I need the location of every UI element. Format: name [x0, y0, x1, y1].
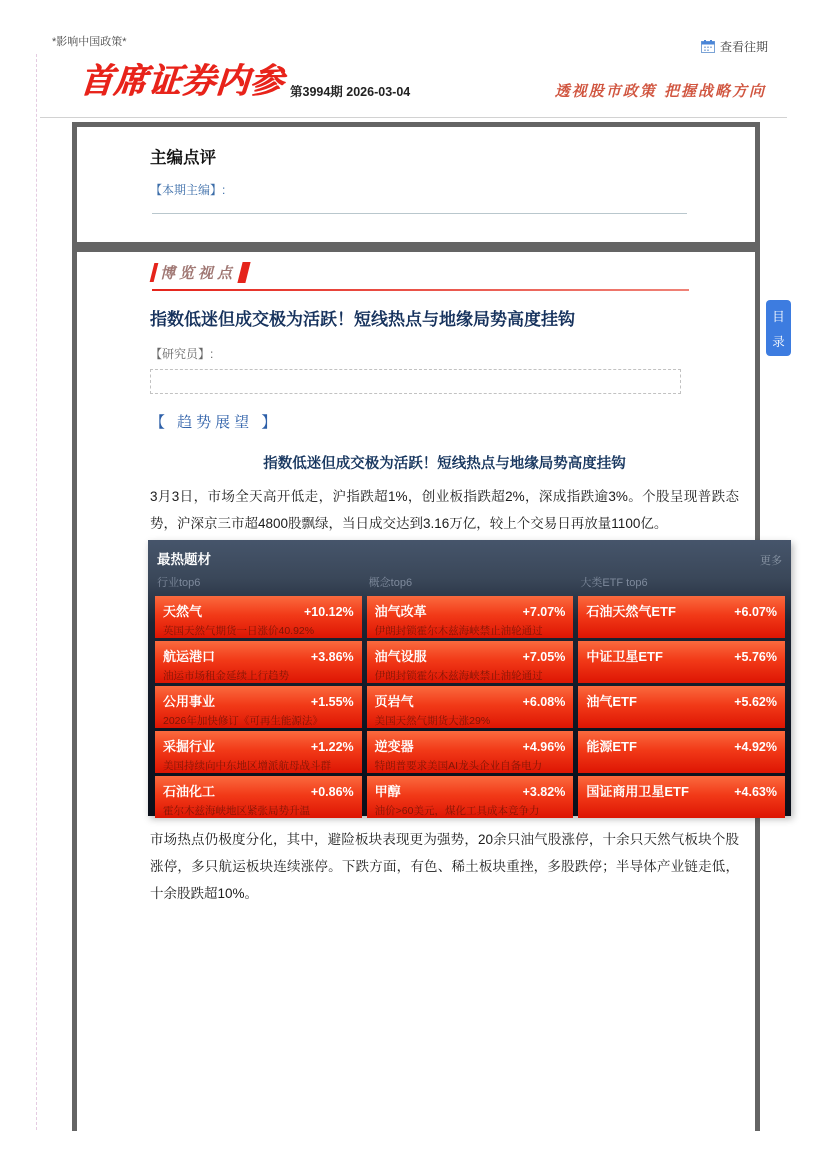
article-headline: 指数低迷但成交极为活跃！短线热点与地缘局势高度挂钩	[150, 310, 575, 329]
cell-pct: +1.55%	[310, 695, 354, 709]
cell-title: 石油天然气ETF	[586, 604, 676, 619]
cell-pct: +7.07%	[522, 605, 566, 619]
cell-pct: +4.92%	[734, 740, 777, 754]
brand-logo: 首席证券内参	[78, 61, 286, 100]
cell-pct: +3.86%	[310, 650, 354, 664]
hot-topics-title: 最热题材	[157, 552, 211, 567]
article-subtitle: 指数低迷但成交极为活跃！短线热点与地缘局势高度挂钩	[263, 456, 626, 472]
cell-title: 甲醇	[374, 784, 401, 799]
cell-note: 霍尔木兹海峡地区紧张局势升温	[163, 805, 310, 817]
cell-title: 采掘行业	[163, 739, 216, 754]
policy-note: *影响中国政策*	[52, 36, 127, 48]
cell-note: 特朗普要求美国AI龙头企业自备电力	[374, 760, 543, 772]
paragraph-market-summary: 3月3日，市场全天高开低走，沪指跌超1%，创业板指跌超2%，深成指跌逾3%。个股呈现普跌态势，沪深京三市超4800股飘绿，当日成交达到3.16万亿，较上个交易日再放量1100亿。	[150, 489, 739, 531]
cell-title: 中证卫星ETF	[586, 649, 663, 664]
cell-pct: +1.22%	[310, 740, 354, 754]
cell-pct: +7.05%	[522, 650, 566, 664]
hot-topic-cell	[578, 686, 785, 728]
dotted-guide-line	[36, 54, 37, 1130]
hot-topic-cell	[367, 641, 574, 683]
cell-note: 美国持续向中东地区增派航母战斗群	[163, 760, 331, 772]
hot-topic-cell	[578, 641, 785, 683]
hot-topic-cell	[155, 596, 362, 638]
researcher-input[interactable]	[150, 369, 681, 394]
hot-topic-cell	[155, 731, 362, 773]
cell-title: 油气ETF	[586, 694, 637, 709]
hot-topic-cell	[578, 596, 785, 638]
cell-note: 伊朗封锁霍尔木兹海峡禁止油轮通过	[374, 625, 543, 637]
badge-underline	[152, 289, 689, 291]
cell-title: 油气设服	[374, 649, 427, 664]
cell-title: 国证商用卫星ETF	[586, 784, 689, 799]
cell-title: 天然气	[163, 604, 203, 619]
hot-topic-cell	[578, 776, 785, 818]
cell-pct: +5.76%	[734, 650, 777, 664]
issue-number: 第3994期 2026-03-04	[290, 85, 411, 99]
trend-outlook-label: 【 趋势展望 】	[150, 414, 281, 431]
cell-pct: +10.12%	[303, 605, 354, 619]
cell-title: 油气改革	[374, 604, 427, 619]
cell-title: 逆变器	[374, 739, 414, 754]
hot-topic-cell	[155, 686, 362, 728]
hot-topics-more-link: 更多	[760, 555, 782, 567]
cell-title: 能源ETF	[586, 739, 637, 754]
paragraph-hotspot-analysis: 市场热点仍极度分化，其中，避险板块表现更为强势，20余只油气股涨停，十余只天然气板块个股涨停，多只航运板块连续涨停。下跌方面，有色、稀土板块重挫，多股跌停；半导体产业链走低，十余股跌超10%。	[150, 832, 739, 901]
toc-side-tab[interactable]	[766, 300, 791, 356]
hot-topics-column-industry	[155, 574, 362, 818]
section-badge	[152, 262, 741, 283]
column-header: 行业top6	[157, 577, 201, 589]
cell-note: 美国天然气期货大涨29%	[374, 715, 491, 727]
cell-title: 公用事业	[163, 694, 216, 709]
brand-slogan: 透视股市政策 把握战略方向	[554, 82, 766, 100]
brand-header	[78, 56, 410, 103]
editor-box-title: 主编点评	[150, 149, 216, 167]
cell-note: 2026年加快修订《可再生能源法》	[163, 715, 323, 727]
cell-title: 航运港口	[163, 649, 216, 664]
cell-pct: +5.62%	[734, 695, 777, 709]
cell-pct: +3.82%	[522, 785, 566, 799]
hot-topics-grid	[155, 574, 785, 818]
badge-flag-right-icon	[237, 262, 250, 283]
column-header: 概念top6	[368, 577, 413, 589]
hot-topics-header	[155, 547, 785, 568]
hot-topics-column-etf	[578, 574, 785, 818]
section-badge-label: 博览视点	[160, 265, 237, 282]
editor-divider	[152, 213, 687, 214]
badge-flag-left-icon	[150, 263, 159, 282]
editor-comment-box	[72, 122, 760, 247]
hot-topic-cell	[155, 776, 362, 818]
cell-pct: +4.63%	[734, 785, 777, 799]
cell-pct: +6.08%	[522, 695, 566, 709]
hot-topics-column-concept	[367, 574, 574, 818]
cell-title: 石油化工	[163, 784, 216, 799]
editor-label: 【本期主编】:	[150, 183, 226, 197]
cell-note: 英国天然气期货一日涨价40.92%	[163, 625, 315, 637]
hot-topic-cell	[367, 776, 574, 818]
hot-topic-cell	[155, 641, 362, 683]
hot-topics-image	[148, 540, 791, 816]
hot-topic-cell	[367, 596, 574, 638]
cell-title: 页岩气	[374, 694, 414, 709]
column-header: 大类ETF top6	[580, 577, 648, 589]
hot-topic-cell	[367, 731, 574, 773]
hot-topic-cell	[578, 731, 785, 773]
view-past-label: 查看往期	[719, 40, 768, 54]
cell-pct: +6.07%	[734, 605, 777, 619]
hot-topic-cell	[367, 686, 574, 728]
view-past-button[interactable]	[701, 38, 768, 55]
calendar-icon	[701, 40, 715, 53]
cell-note: 伊朗封锁霍尔木兹海峡禁止油轮通过	[374, 670, 543, 682]
header-divider	[40, 117, 787, 118]
cell-note: 油价>60美元，煤化工具成本竞争力	[374, 805, 540, 817]
viewpoint-box	[72, 247, 782, 1131]
toc-tab-char: 录	[772, 334, 785, 349]
cell-pct: +0.86%	[310, 785, 354, 799]
researcher-label: 【研究员】:	[150, 347, 214, 361]
toc-tab-char: 目	[772, 309, 785, 324]
cell-note: 油运市场租金延续上行趋势	[163, 670, 289, 682]
cell-pct: +4.96%	[522, 740, 566, 754]
